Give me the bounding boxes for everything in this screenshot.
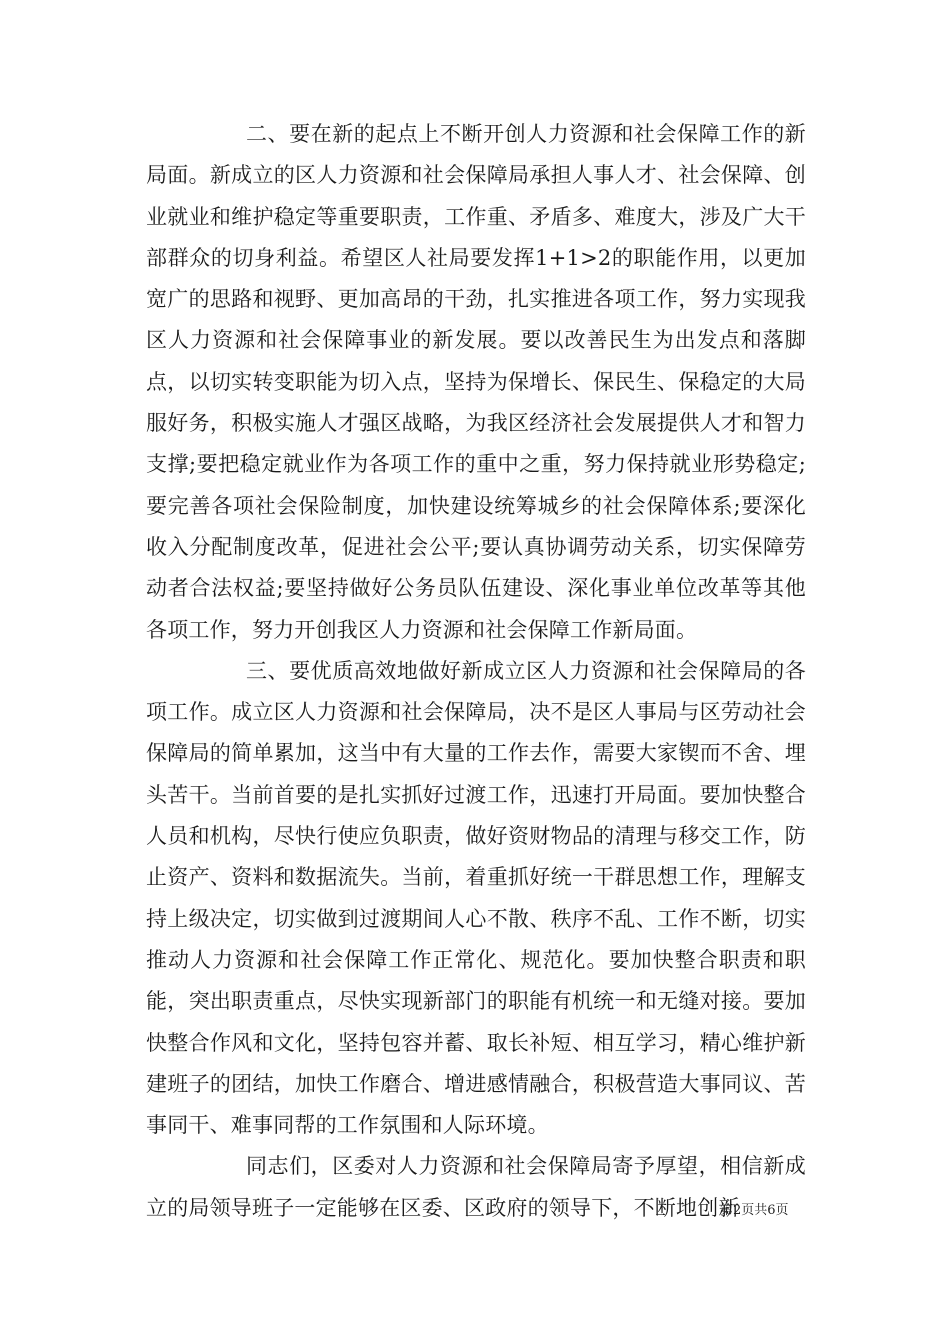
paragraph-section-two: 二、要在新的起点上不断开创人力资源和社会保障工作的新局面。新成立的区人力资源和社会保障局承担人事人才、社会保障、创业就业和维护稳定等重要职责，工作重、矛盾多、难度大，涉及广大干部群众的切身利益。希望区人社局要发挥1+1>2的职能作用，以更加宽广的思路和视野、更加高昂的干劲，扎实推进各项工作，努力实现我区人力资源和社会保障事业的新发展。要以改善民生为出发点和落脚点，以切实转变职能为切入点，坚持为保增长、保民生、保稳定的大局服好务，积极实施人才强区战略，为我区经济社会发展提供人才和智力支撑;要把稳定就业作为各项工作的重中之重，努力保持就业形势稳定;要完善各项社会保险制度，加快建设统筹城乡的社会保障体系;要深化收入分配制度改革，促进社会公平;要认真协调劳动关系，切实保障劳动者合法权益;要坚持做好公务员队伍建设、深化事业单位改革等其他各项工作，努力开创我区人力资源和社会保障工作新局面。: [146, 122, 806, 642]
document-body: [146, 114, 806, 1229]
page-number-footer: 第2页共6页: [720, 1203, 789, 1218]
paragraph-closing: 同志们，区委对人力资源和社会保障局寄予厚望，相信新成立的局领导班子一定能够在区委、区政府的领导下，不断地创新: [146, 1154, 806, 1220]
paragraph-section-three: 三、要优质高效地做好新成立区人力资源和社会保障局的各项工作。成立区人力资源和社会保障局，决不是区人事局与区劳动社会保障局的简单累加，这当中有大量的工作去作，需要大家锲而不舍、埋头苦干。当前首要的是扎实抓好过渡工作，迅速打开局面。要加快整合人员和机构，尽快行使应负职责，做好资财物品的清理与移交工作，防止资产、资料和数据流失。当前，着重抓好统一干群思想工作，理解支持上级决定，切实做到过渡期间人心不散、秩序不乱、工作不断，切实推动人力资源和社会保障工作正常化、规范化。要加快整合职责和职能，突出职责重点，尽快实现新部门的职能有机统一和无缝对接。要加快整合作风和文化，坚持包容并蓄、取长补短、相互学习，精心维护新建班子的团结，加快工作磨合、增进感情融合，积极营造大事同议、苦事同干、难事同帮的工作氛围和人际环境。: [146, 658, 806, 1138]
